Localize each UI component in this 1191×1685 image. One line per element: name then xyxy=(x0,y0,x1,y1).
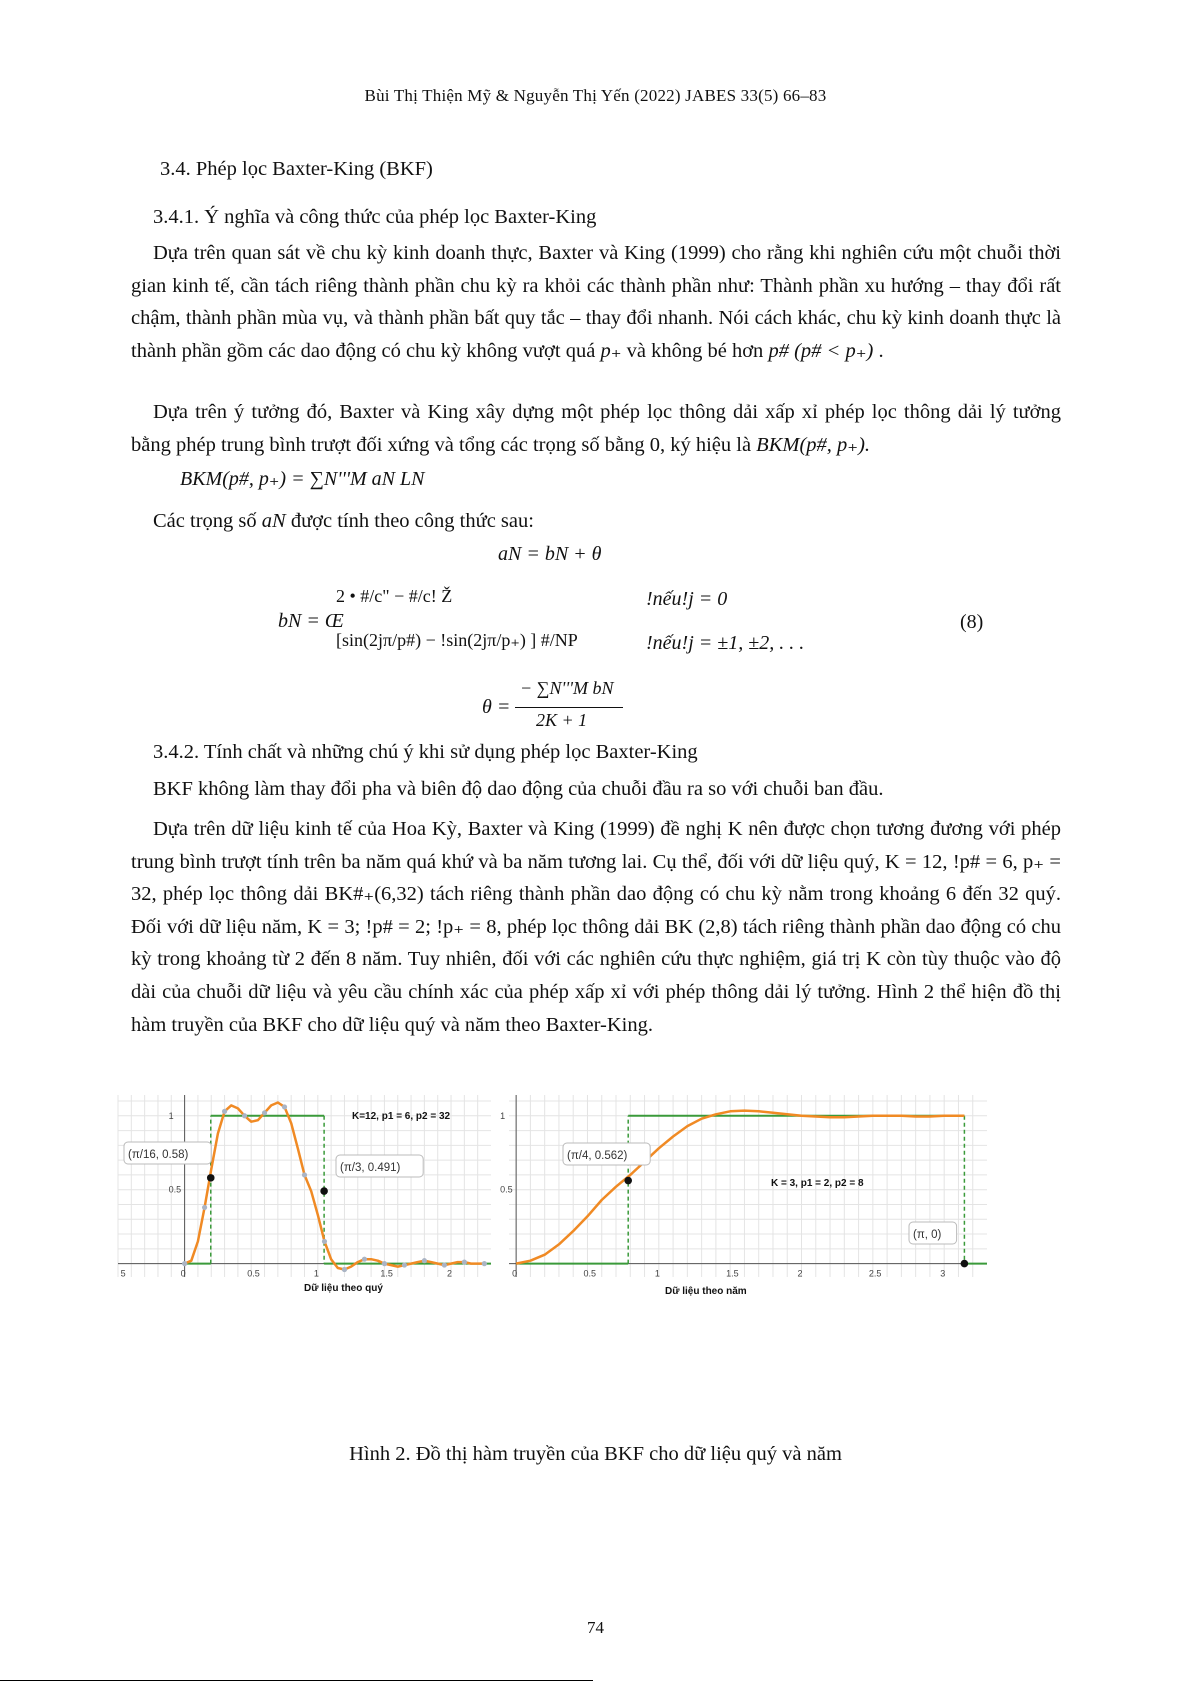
paragraph-2-text: Dựa trên ý tưởng đó, Baxter và King xây dựng một phép lọc thông dải xấp xỉ phép lọc thông dải lý tưởng bằng phép trung bình trượt đối xứng và tổng các trọng số bằng 0, ký hiệu là xyxy=(131,401,1061,456)
annotation-point xyxy=(320,1187,328,1195)
annotation-label: (π/3, 0.491) xyxy=(340,1162,401,1174)
series-point xyxy=(202,1205,207,1210)
series-point xyxy=(182,1261,187,1266)
paragraph-3-text-a: Các trọng số xyxy=(153,510,257,532)
annotation-label: (π/16, 0.58) xyxy=(128,1149,189,1161)
annotation-label: (π, 0) xyxy=(913,1229,942,1241)
formula-b-lhs: bN = Œ xyxy=(278,610,344,632)
formula-b-case-2-cond: !nếu!j = ±1, ±2, . . . xyxy=(646,632,805,654)
formula-a: aN = bN + θ xyxy=(498,543,602,565)
chart-title: K = 3, p1 = 2, p2 = 8 xyxy=(771,1178,864,1189)
x-axis-label: Dữ liệu theo quý xyxy=(304,1283,383,1294)
y-tick-label: 0.5 xyxy=(500,1184,513,1195)
series-point xyxy=(362,1257,367,1262)
series-point xyxy=(422,1258,427,1263)
section-heading-3-4-2: 3.4.2. Tính chất và những chú ý khi sử dụng phép lọc Baxter-King xyxy=(153,741,698,763)
x-axis-label: Dữ liệu theo năm xyxy=(665,1286,747,1297)
running-header: Bùi Thị Thiện Mỹ & Nguyễn Thị Yến (2022) JABES 33(5) 66–83 xyxy=(364,86,827,105)
x-tick-label: 1 xyxy=(313,1268,319,1279)
formula-theta-numerator: − ∑N'''M bN xyxy=(520,678,614,698)
footer-rule xyxy=(0,1680,593,1681)
series-point xyxy=(482,1261,487,1266)
paragraph-4: BKF không làm thay đổi pha và biên độ dao động của chuỗi đầu ra so với chuỗi ban đầu. xyxy=(153,778,884,800)
series-point xyxy=(262,1110,267,1115)
paragraph-1-end: . xyxy=(878,339,884,362)
formula-bk: BKM(p#, p₊) = ∑N'''M aN LN xyxy=(180,468,425,490)
x-tick-label: 2.5 xyxy=(868,1268,882,1279)
paragraph-1 xyxy=(131,237,1061,367)
paragraph-1-math-2: p# (p# < p₊) xyxy=(768,339,874,362)
annotation-point xyxy=(624,1177,632,1185)
x-tick-label: 2 xyxy=(797,1268,803,1279)
x-tick-label: 0 xyxy=(180,1268,186,1279)
formula-b-case-1: 2 • #/c" − #/c! Ž xyxy=(336,586,453,606)
x-tick-label: 5 xyxy=(120,1268,126,1279)
annotation-point xyxy=(207,1174,215,1182)
series-point xyxy=(282,1104,287,1109)
x-tick-label: 1.5 xyxy=(380,1268,393,1279)
x-tick-label: 2 xyxy=(447,1268,453,1279)
equation-number: (8) xyxy=(960,611,984,633)
formula-b-case-2: [sin(2jπ/p#) − !sin(2jπ/p₊) ] #/NP xyxy=(336,630,578,650)
annotation-label: (π/4, 0.562) xyxy=(567,1150,628,1162)
chart-annual xyxy=(500,1095,987,1299)
section-heading-3-4: 3.4. Phép lọc Baxter-King (BKF) xyxy=(160,158,433,180)
series-point xyxy=(222,1109,227,1114)
paragraph-3-math: aN xyxy=(261,510,286,532)
paragraph-3 xyxy=(153,505,753,538)
y-tick-label: 0.5 xyxy=(168,1184,182,1195)
x-tick-label: 3 xyxy=(940,1268,946,1279)
page-number: 74 xyxy=(587,1618,604,1637)
series-point xyxy=(462,1260,467,1265)
paragraph-2 xyxy=(131,396,1061,461)
fraction-bar xyxy=(515,707,623,708)
section-heading-3-4-1: 3.4.1. Ý nghĩa và công thức của phép lọc Baxter-King xyxy=(153,206,597,228)
series-point xyxy=(442,1262,447,1267)
paragraph-1-text: Dựa trên quan sát về chu kỳ kinh doanh thực, Baxter và King (1999) cho rằng khi nghiên cứu một chuỗi thời gian kinh tế, cần tách riêng thành phần chu kỳ ra khỏi các thành phần như: Thành phần xu hướng – thay đổi rất chậm, thành phần mùa vụ, và thành phần bất quy tắc – thay đổi nhanh. Nói cách khác, chu kỳ kinh doanh thực là thành phần gồm các dao động có chu kỳ không vượt quá xyxy=(131,242,1061,362)
formula-b-case-1-cond: !nếu!j = 0 xyxy=(646,588,728,610)
paragraph-2-math: BKM(p#, p₊). xyxy=(756,433,871,456)
formula-theta-lhs: θ = xyxy=(482,696,511,718)
series-point xyxy=(242,1113,247,1118)
series-point xyxy=(402,1262,407,1267)
series-point xyxy=(382,1261,387,1266)
series-point xyxy=(342,1267,347,1272)
x-tick-label: 0.5 xyxy=(247,1268,260,1279)
y-tick-label: 1 xyxy=(500,1110,506,1121)
chart-title: K=12, p1 = 6, p2 = 32 xyxy=(352,1111,451,1122)
series-point xyxy=(302,1172,307,1177)
x-tick-label: 0.5 xyxy=(583,1268,596,1279)
series-point xyxy=(322,1239,327,1244)
y-tick-label: 1 xyxy=(168,1110,174,1121)
x-tick-label: 1.5 xyxy=(726,1268,739,1279)
annotation-point xyxy=(961,1260,969,1268)
paragraph-1-mid: và không bé hơn xyxy=(626,339,764,362)
paragraph-5: Dựa trên dữ liệu kinh tế của Hoa Kỳ, Baxter và King (1999) đề nghị K nên được chọn tương đương với phép trung bình trượt tính trên ba năm quá khứ và ba năm tương lai. Cụ thể, đối với dữ liệu quý, K = 12, !p# = 6, p₊ = 32, phép lọc thông dải BK#₊(6,32) tách riêng thành phần dao động có chu kỳ nằm trong khoảng 6 đến 32 quý. Đối với dữ liệu năm, K = 3; !p# = 2; !p₊ = 8, phép lọc thông dải BK (2,8) tách riêng thành phần dao động có chu kỳ trong khoảng từ 2 đến 8 năm. Tuy nhiên, đối với các nghiên cứu thực nghiệm, giá trị K còn tùy thuộc vào độ dài của chuỗi dữ liệu và yêu cầu chính xác của phép xấp xỉ với phép thông dải lý tưởng. Hình 2 thể hiện đồ thị hàm truyền của BKF cho dữ liệu quý và năm theo Baxter-King. xyxy=(131,818,1061,1036)
chart-quarterly xyxy=(118,1095,491,1299)
paragraph-1-math-1: p₊ xyxy=(600,339,622,362)
formula-theta-denominator: 2K + 1 xyxy=(536,710,588,730)
figure-caption: Hình 2. Đồ thị hàm truyền của BKF cho dữ liệu quý và năm xyxy=(349,1443,842,1465)
x-tick-label: 1 xyxy=(654,1268,660,1279)
paragraph-3-text-b: được tính theo công thức sau: xyxy=(290,510,534,532)
x-tick-label: 0 xyxy=(512,1268,518,1279)
